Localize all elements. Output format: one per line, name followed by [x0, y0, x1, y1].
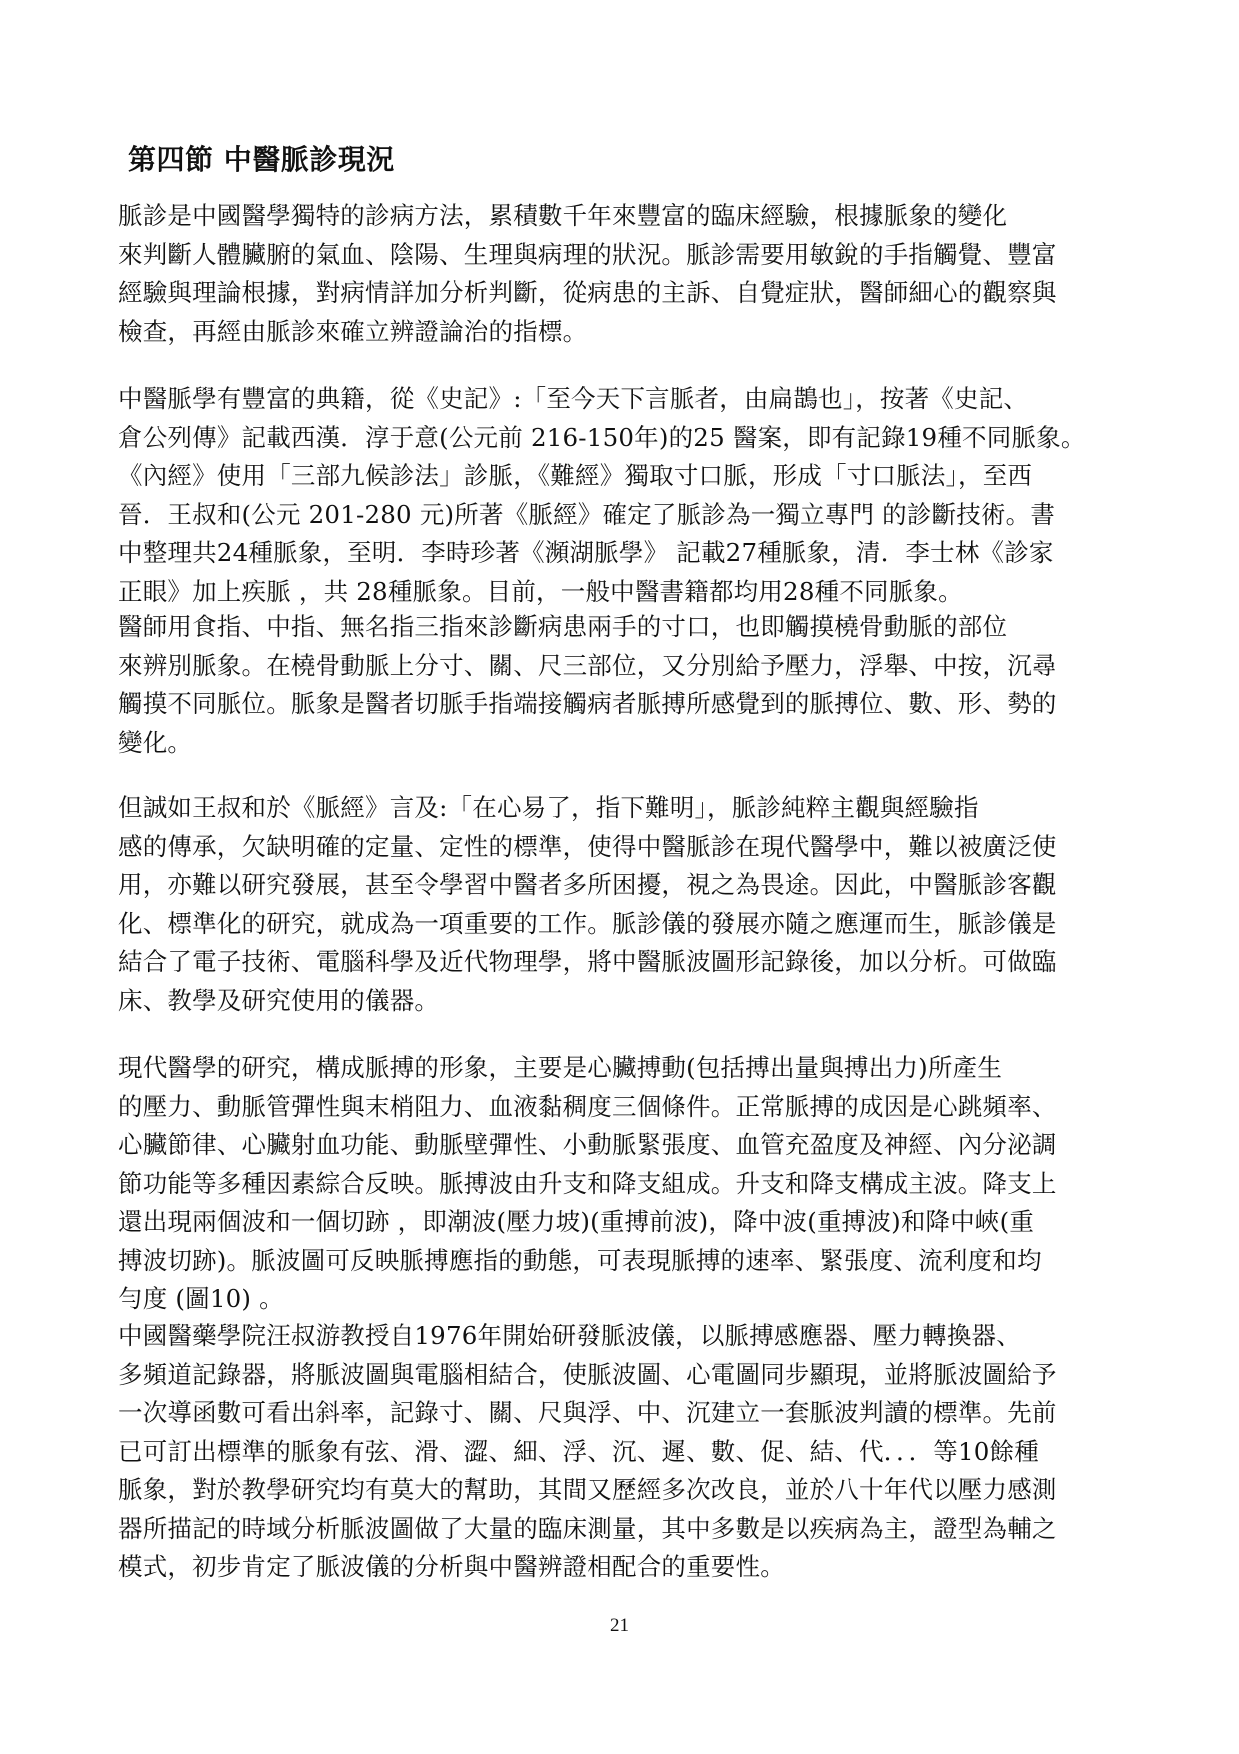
paragraph-line: 模式，初步肯定了脈波儀的分析與中醫辨證相配合的重要性。 [118, 1552, 785, 1581]
paragraph-line: 經驗與理論根據，對病情詳加分析判斷，從病患的主訴、自覺症狀，醫師細心的觀察與 [118, 278, 1057, 307]
paragraph-line: 一次導函數可看出斜率，記錄寸、關、尺與浮、中、沉建立一套脈波判讀的標準。先前 [118, 1398, 1057, 1427]
paragraph [118, 1317, 1123, 1587]
paragraph-line: 現代醫學的研究，構成脈搏的形象，主要是心臟搏動(包括搏出量與搏出力)所產生 [118, 1053, 1003, 1082]
paragraph-line: 來判斷人體臟腑的氣血、陰陽、生理與病理的狀況。脈診需要用敏銳的手指觸覺、豐富 [118, 239, 1057, 269]
paragraph-line: 中醫脈學有豐富的典籍，從《史記》:「至今天下言脈者，由扁鵲也」，按著《史記、 [118, 384, 1029, 413]
paragraph-line: 脈象，對於教學研究均有莫大的幫助，其間又歷經多次改良，並於八十年代以壓力感測 [118, 1475, 1057, 1504]
paragraph-line: 中整理共24種脈象，至明．李時珍著《瀕湖脈學》 記載27種脈象，清．李士林《診家 [118, 538, 1054, 567]
paragraph-line: 感的傳承，欠缺明確的定量、定性的標準，使得中醫脈診在現代醫學中，難以被廣泛使 [118, 831, 1057, 861]
paragraph-line: 但誠如王叔和於《脈經》言及:「在心易了，指下難明」，脈診純粹主觀與經驗指 [118, 793, 979, 822]
paragraph-line: 《內經》使用「三部九候診法」診脈，《難經》獨取寸口脈，形成「寸口脈法」，至西 [118, 461, 1033, 490]
paragraph-line: 還出現兩個波和一個切跡 ，即潮波(壓力坡)(重搏前波)，降中波(重搏波)和降中峽(重 [118, 1207, 1035, 1236]
paragraph-line: 中國醫藥學院汪叔游教授自1976年開始研發脈波儀，以脈搏感應器、壓力轉換器、 [118, 1321, 1021, 1350]
paragraph [118, 380, 1123, 611]
paragraph-line: 結合了電子技術、電腦科學及近代物理學，將中醫脈波圖形記錄後，加以分析。可做臨 [118, 947, 1057, 976]
paragraph-line: 觸摸不同脈位。脈象是醫者切脈手指端接觸病者脈搏所感覺到的脈搏位、數、形、勢的 [118, 689, 1057, 718]
paragraph-line: 正眼》加上疾脈 ，共 28種脈象。目前，一般中醫書籍都均用28種不同脈象。 [118, 576, 963, 606]
paragraph [118, 1049, 1123, 1319]
paragraph [118, 789, 1123, 1020]
paragraph [118, 197, 1123, 351]
paragraph-line: 來辨別脈象。在橈骨動脈上分寸、關、尺三部位，又分別給予壓力，浮舉、中按，沉尋 [118, 650, 1057, 680]
paragraph-line: 搏波切跡)。脈波圖可反映脈搏應指的動態，可表現脈搏的速率、緊張度、流利度和均 [118, 1245, 1042, 1275]
paragraph-line: 用，亦難以研究發展，甚至令學習中醫者多所困擾，視之為畏途。因此，中醫脈診客觀 [118, 870, 1057, 899]
paragraph-line: 倉公列傳》記載西漢．淳于意(公元前 216-150年)的25 醫案，即有記錄19種不同脈象。 [118, 422, 1086, 452]
paragraph [118, 608, 1123, 762]
paragraph-line: 多頻道記錄器，將脈波圖與電腦相結合，使脈波圖、心電圖同步顯現，並將脈波圖給予 [118, 1359, 1057, 1389]
paragraph-line: 檢查，再經由脈診來確立辨證論治的指標。 [118, 316, 588, 346]
paragraph-line: 心臟節律、心臟射血功能、動脈壁彈性、小動脈緊張度、血管充盈度及神經、內分泌調 [118, 1130, 1057, 1159]
paragraph-line: 脈診是中國醫學獨特的診病方法，累積數千年來豐富的臨床經驗，根據脈象的變化 [118, 201, 1008, 230]
paragraph-line: 化、標準化的研究，就成為一項重要的工作。脈診儀的發展亦隨之應運而生，脈診儀是 [118, 908, 1057, 938]
paragraph-line: 的壓力、動脈管彈性與末梢阻力、血液黏稠度三個條件。正常脈搏的成因是心跳頻率、 [118, 1091, 1057, 1121]
section-heading: 第四節 中醫脈診現況 [128, 143, 395, 176]
paragraph-line: 器所描記的時域分析脈波圖做了大量的臨床測量，其中多數是以疾病為主，證型為輔之 [118, 1513, 1057, 1543]
paragraph-line: 節功能等多種因素綜合反映。脈搏波由升支和降支組成。升支和降支構成主波。降支上 [118, 1168, 1057, 1198]
paragraph-line: 已可訂出標準的脈象有弦、滑、澀、細、浮、沉、遲、數、促、結、代．．．等10餘種 [118, 1436, 1039, 1466]
paragraph-line: 床、教學及研究使用的儀器。 [118, 985, 440, 1015]
paragraph-line: 勻度 (圖10) 。 [118, 1284, 284, 1313]
page-number: 21 [610, 1615, 629, 1636]
paragraph-line: 醫師用食指、中指、無名指三指來診斷病患兩手的寸口，也即觸摸橈骨動脈的部位 [118, 612, 1008, 641]
paragraph-line: 晉．王叔和(公元 201-280 元)所著《脈經》確定了脈診為一獨立專門 的診斷技術。書 [118, 499, 1056, 529]
paragraph-line: 變化。 [118, 727, 193, 757]
